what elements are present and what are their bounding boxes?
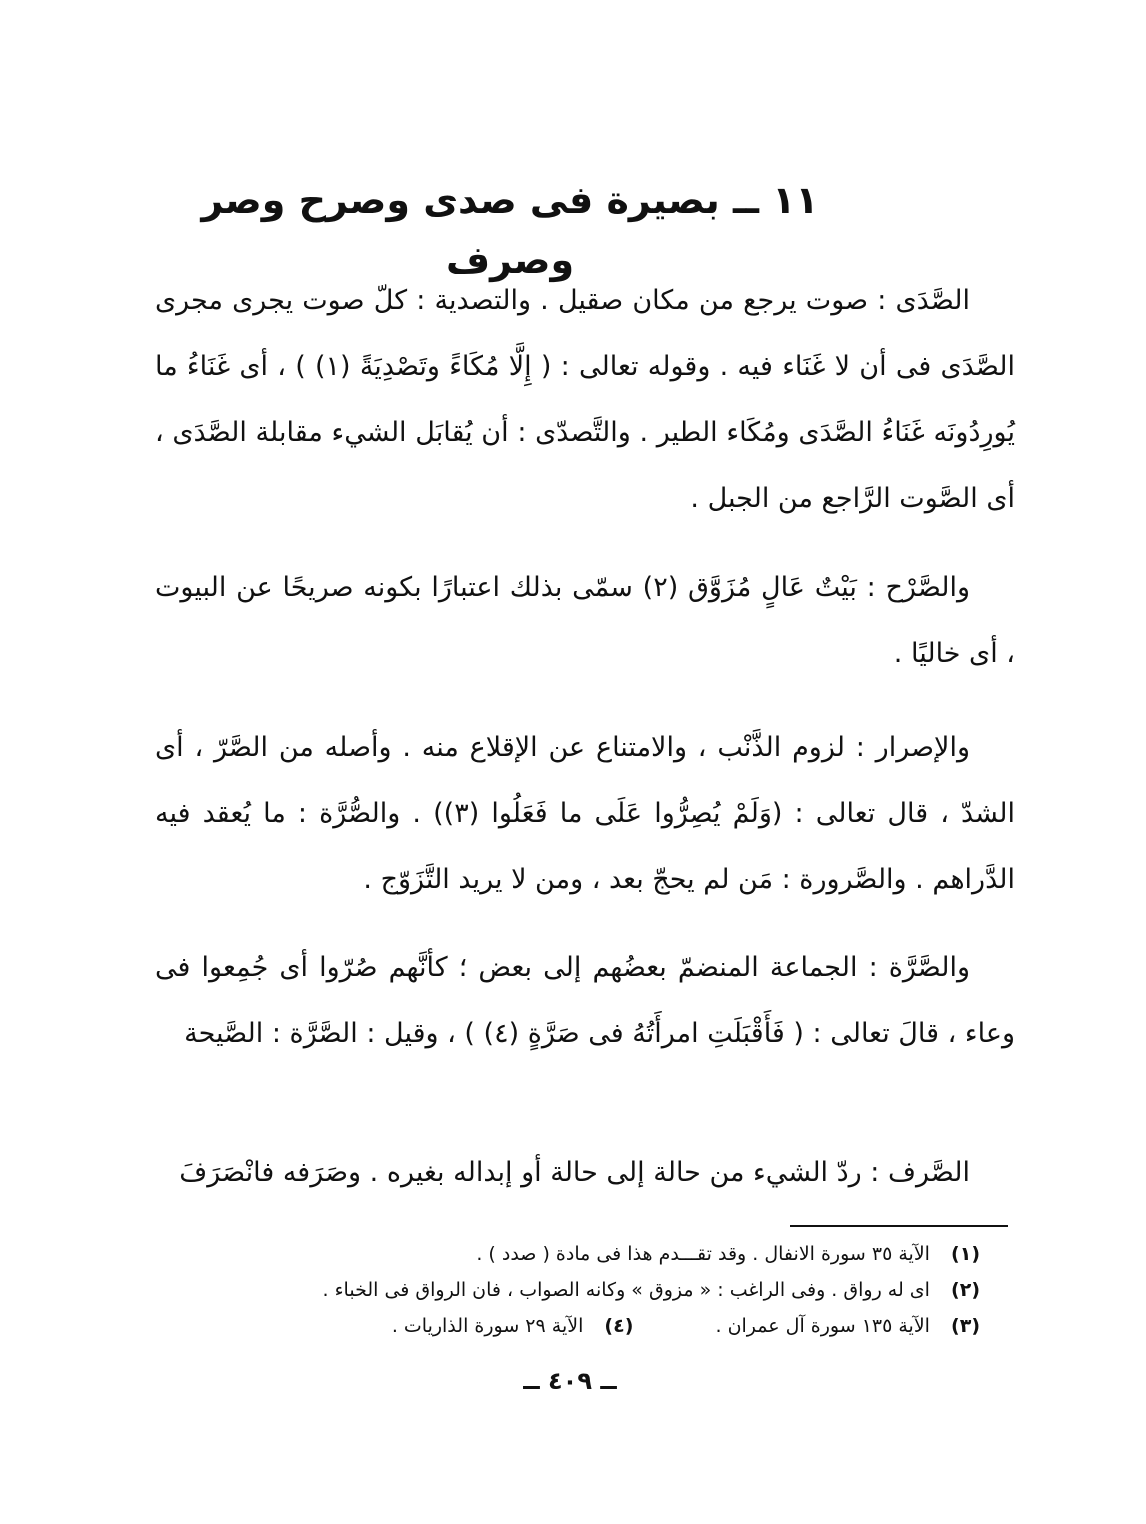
footnote-2 [180, 1272, 980, 1308]
paragraph-text: والصَّرَّة : الجماعة المنضمّ بعضُهم إلى بعض ؛ كأنَّهم صُرّوا أى جُمِعوا فى وعاء ، قالَ تعالى : ( فَأَقْبَلَتِ امرأَتُهُ فى صَرَّةٍ (٤) ) ، وقيل : الصَّرَّة : الصَّيحة [155, 952, 1015, 1049]
footnote-text: الآية ٣٥ سورة الانفال . وقد تقـــدم هذا فى مادة ( صدد ) . [476, 1243, 930, 1265]
paragraph-text: والصَّرْح : بَيْتٌ عَالٍ مُزَوَّق (٢) سمّى بذلك اعتبارًا بكونه صريحًا عن البيوت ، أى خاليًا . [155, 572, 1015, 669]
footnote-1 [180, 1236, 980, 1272]
footnotes [180, 1236, 980, 1344]
footnote-text: الآية ١٣٥ سورة آل عمران . [715, 1315, 930, 1337]
footnote-number: (٤) [604, 1315, 634, 1337]
footnote-number: (١) [951, 1243, 980, 1265]
footnote-divider [790, 1225, 1008, 1227]
paragraph-israr [155, 715, 1015, 913]
paragraph-text: الصَّدَى : صوت يرجع من مكان صقيل . والتصدية : كلّ صوت يجرى مجرى الصَّدَى فى أن لا غَنَاء فيه . وقوله تعالى : ( إِلَّا مُكَاءً وتَصْدِيَةً (١) ) ، أى غَنَاءُ ما يُورِدُونَه غَنَاءُ الصَّدَى ومُكَاء الطير . والتَّصدّى : أن يُقابَل الشيء مقابلة الصَّدَى ، أى الصَّوت الرَّاجع من الجبل . [155, 285, 1015, 514]
paragraph-sarra [155, 935, 1015, 1067]
footnote-number: (٣) [951, 1315, 980, 1337]
chapter-heading: ١١ ــ بصيرة فى صدى وصرح وصر وصرف [201, 178, 819, 282]
footnote-3-4 [180, 1308, 980, 1344]
page-number: ــ ٤٠٩ ــ [523, 1367, 617, 1395]
footnote-number: (٢) [951, 1279, 980, 1301]
paragraph-text: والإصرار : لزوم الذَّنْب ، والامتناع عن الإقلاع منه . وأصله من الصَّرّ ، أى الشدّ ، قال تعالى : (وَلَمْ يُصِرُّوا عَلَى ما فَعَلُوا (٣)) . والصُّرَّة : ما يُعقد فيه الدَّراهم . والصَّرورة : مَن لم يحجّ بعد ، ومن لا يريد التَّزَوّج . [155, 732, 1015, 895]
paragraph-sarh [155, 555, 1015, 687]
paragraph-sada [155, 268, 1015, 532]
paragraph-text: الصَّرف : ردّ الشيء من حالة إلى حالة أو إبداله بغيره . وصَرَفه فانْصَرَفَ [179, 1157, 970, 1188]
footnote-text: اى له رواق . وفى الراغب : « مزوق » وكانه الصواب ، فان الرواق فى الخباء . [322, 1279, 930, 1301]
paragraph-sarf [155, 1140, 1015, 1206]
footnote-text: الآية ٢٩ سورة الذاريات . [391, 1315, 584, 1337]
